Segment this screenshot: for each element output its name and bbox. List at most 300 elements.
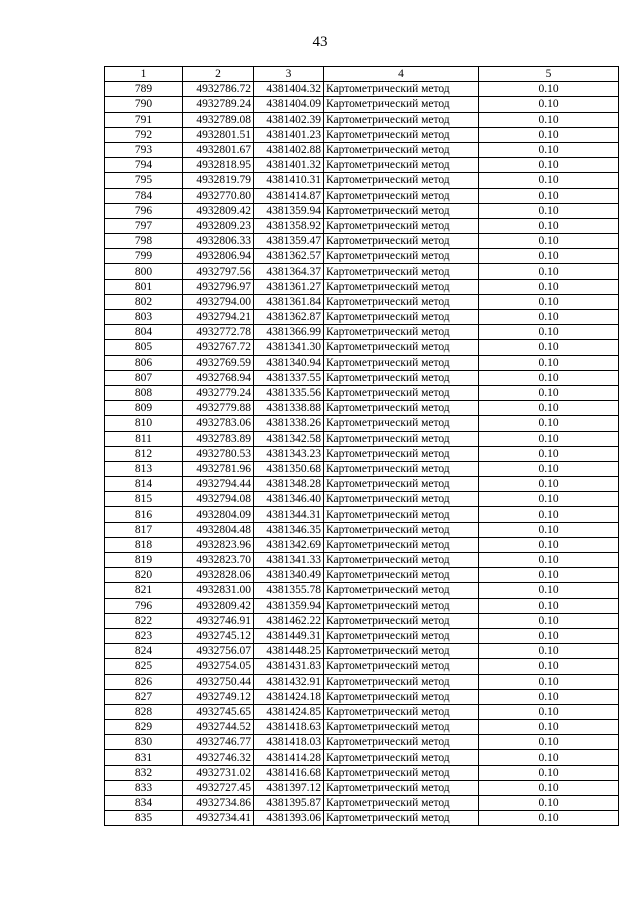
y-coordinate-cell: 4381448.25 [254, 644, 324, 659]
table-row [105, 127, 619, 142]
method-cell: Картометрический метод [324, 628, 479, 643]
x-coordinate-cell: 4932734.86 [183, 796, 254, 811]
table-row [105, 340, 619, 355]
accuracy-cell: 0.10 [479, 598, 619, 613]
x-coordinate-cell: 4932746.32 [183, 750, 254, 765]
table-row [105, 689, 619, 704]
y-coordinate-cell: 4381404.09 [254, 97, 324, 112]
x-coordinate-cell: 4932801.67 [183, 142, 254, 157]
table-row [105, 492, 619, 507]
method-cell: Картометрический метод [324, 112, 479, 127]
accuracy-cell: 0.10 [479, 568, 619, 583]
y-coordinate-cell: 4381366.99 [254, 325, 324, 340]
table-row [105, 97, 619, 112]
accuracy-cell: 0.10 [479, 97, 619, 112]
method-cell: Картометрический метод [324, 218, 479, 233]
y-coordinate-cell: 4381337.55 [254, 370, 324, 385]
point-number-cell: 827 [105, 689, 183, 704]
point-number-cell: 813 [105, 461, 183, 476]
table-row [105, 234, 619, 249]
accuracy-cell: 0.10 [479, 492, 619, 507]
accuracy-cell: 0.10 [479, 811, 619, 826]
y-coordinate-cell: 4381432.91 [254, 674, 324, 689]
y-coordinate-cell: 4381338.26 [254, 416, 324, 431]
accuracy-cell: 0.10 [479, 477, 619, 492]
table-row [105, 659, 619, 674]
accuracy-cell: 0.10 [479, 310, 619, 325]
accuracy-cell: 0.10 [479, 370, 619, 385]
point-number-cell: 793 [105, 142, 183, 157]
point-number-cell: 805 [105, 340, 183, 355]
x-coordinate-cell: 4932786.72 [183, 82, 254, 97]
table-row [105, 583, 619, 598]
method-cell: Картометрический метод [324, 340, 479, 355]
y-coordinate-cell: 4381418.03 [254, 735, 324, 750]
method-cell: Картометрический метод [324, 173, 479, 188]
header-col-1: 1 [105, 67, 183, 82]
accuracy-cell: 0.10 [479, 279, 619, 294]
point-number-cell: 828 [105, 704, 183, 719]
point-number-cell: 826 [105, 674, 183, 689]
method-cell: Картометрический метод [324, 522, 479, 537]
point-number-cell: 801 [105, 279, 183, 294]
y-coordinate-cell: 4381401.23 [254, 127, 324, 142]
table-row [105, 750, 619, 765]
table-row [105, 355, 619, 370]
accuracy-cell: 0.10 [479, 628, 619, 643]
method-cell: Картометрический метод [324, 142, 479, 157]
point-number-cell: 807 [105, 370, 183, 385]
method-cell: Картометрический метод [324, 613, 479, 628]
y-coordinate-cell: 4381338.88 [254, 401, 324, 416]
x-coordinate-cell: 4932797.56 [183, 264, 254, 279]
accuracy-cell: 0.10 [479, 340, 619, 355]
table-row [105, 796, 619, 811]
x-coordinate-cell: 4932779.24 [183, 385, 254, 400]
table-row [105, 401, 619, 416]
table-row [105, 704, 619, 719]
point-number-cell: 824 [105, 644, 183, 659]
y-coordinate-cell: 4381342.69 [254, 537, 324, 552]
accuracy-cell: 0.10 [479, 82, 619, 97]
point-number-cell: 811 [105, 431, 183, 446]
y-coordinate-cell: 4381361.27 [254, 279, 324, 294]
accuracy-cell: 0.10 [479, 294, 619, 309]
x-coordinate-cell: 4932746.91 [183, 613, 254, 628]
point-number-cell: 790 [105, 97, 183, 112]
point-number-cell: 795 [105, 173, 183, 188]
point-number-cell: 821 [105, 583, 183, 598]
y-coordinate-cell: 4381362.87 [254, 310, 324, 325]
table-row [105, 765, 619, 780]
accuracy-cell: 0.10 [479, 173, 619, 188]
point-number-cell: 799 [105, 249, 183, 264]
y-coordinate-cell: 4381343.23 [254, 446, 324, 461]
point-number-cell: 820 [105, 568, 183, 583]
y-coordinate-cell: 4381340.94 [254, 355, 324, 370]
accuracy-cell: 0.10 [479, 750, 619, 765]
y-coordinate-cell: 4381358.92 [254, 218, 324, 233]
table-row [105, 188, 619, 203]
method-cell: Картометрический метод [324, 811, 479, 826]
y-coordinate-cell: 4381344.31 [254, 507, 324, 522]
x-coordinate-cell: 4932823.96 [183, 537, 254, 552]
coordinates-table [104, 66, 619, 826]
point-number-cell: 825 [105, 659, 183, 674]
table-row [105, 720, 619, 735]
x-coordinate-cell: 4932745.65 [183, 704, 254, 719]
method-cell: Картометрический метод [324, 553, 479, 568]
table-row [105, 294, 619, 309]
point-number-cell: 794 [105, 158, 183, 173]
table-row [105, 507, 619, 522]
y-coordinate-cell: 4381341.30 [254, 340, 324, 355]
x-coordinate-cell: 4932746.77 [183, 735, 254, 750]
y-coordinate-cell: 4381404.32 [254, 82, 324, 97]
method-cell: Картометрический метод [324, 674, 479, 689]
table-row [105, 613, 619, 628]
y-coordinate-cell: 4381342.58 [254, 431, 324, 446]
x-coordinate-cell: 4932781.96 [183, 461, 254, 476]
header-col-4: 4 [324, 67, 479, 82]
y-coordinate-cell: 4381346.40 [254, 492, 324, 507]
accuracy-cell: 0.10 [479, 158, 619, 173]
point-number-cell: 832 [105, 765, 183, 780]
accuracy-cell: 0.10 [479, 355, 619, 370]
table-row [105, 644, 619, 659]
point-number-cell: 818 [105, 537, 183, 552]
table-row [105, 203, 619, 218]
x-coordinate-cell: 4932809.42 [183, 203, 254, 218]
accuracy-cell: 0.10 [479, 431, 619, 446]
x-coordinate-cell: 4932749.12 [183, 689, 254, 704]
point-number-cell: 829 [105, 720, 183, 735]
point-number-cell: 816 [105, 507, 183, 522]
y-coordinate-cell: 4381359.94 [254, 598, 324, 613]
x-coordinate-cell: 4932801.51 [183, 127, 254, 142]
y-coordinate-cell: 4381359.94 [254, 203, 324, 218]
method-cell: Картометрический метод [324, 796, 479, 811]
accuracy-cell: 0.10 [479, 689, 619, 704]
method-cell: Картометрический метод [324, 659, 479, 674]
accuracy-cell: 0.10 [479, 780, 619, 795]
y-coordinate-cell: 4381340.49 [254, 568, 324, 583]
method-cell: Картометрический метод [324, 325, 479, 340]
method-cell: Картометрический метод [324, 370, 479, 385]
table-row [105, 598, 619, 613]
table-row [105, 325, 619, 340]
y-coordinate-cell: 4381362.57 [254, 249, 324, 264]
x-coordinate-cell: 4932780.53 [183, 446, 254, 461]
point-number-cell: 804 [105, 325, 183, 340]
y-coordinate-cell: 4381424.18 [254, 689, 324, 704]
y-coordinate-cell: 4381395.87 [254, 796, 324, 811]
method-cell: Картометрический метод [324, 264, 479, 279]
x-coordinate-cell: 4932789.24 [183, 97, 254, 112]
point-number-cell: 808 [105, 385, 183, 400]
point-number-cell: 815 [105, 492, 183, 507]
method-cell: Картометрический метод [324, 735, 479, 750]
table-row [105, 568, 619, 583]
accuracy-cell: 0.10 [479, 720, 619, 735]
accuracy-cell: 0.10 [479, 796, 619, 811]
method-cell: Картометрический метод [324, 82, 479, 97]
point-number-cell: 823 [105, 628, 183, 643]
y-coordinate-cell: 4381418.63 [254, 720, 324, 735]
method-cell: Картометрический метод [324, 598, 479, 613]
table-header [105, 67, 619, 82]
method-cell: Картометрический метод [324, 461, 479, 476]
x-coordinate-cell: 4932818.95 [183, 158, 254, 173]
table-row [105, 158, 619, 173]
header-col-5: 5 [479, 67, 619, 82]
y-coordinate-cell: 4381364.37 [254, 264, 324, 279]
table-row [105, 537, 619, 552]
method-cell: Картометрический метод [324, 689, 479, 704]
accuracy-cell: 0.10 [479, 537, 619, 552]
x-coordinate-cell: 4932796.97 [183, 279, 254, 294]
point-number-cell: 831 [105, 750, 183, 765]
method-cell: Картометрический метод [324, 446, 479, 461]
table-row [105, 780, 619, 795]
method-cell: Картометрический метод [324, 431, 479, 446]
x-coordinate-cell: 4932769.59 [183, 355, 254, 370]
point-number-cell: 797 [105, 218, 183, 233]
table-row [105, 142, 619, 157]
table-row [105, 628, 619, 643]
x-coordinate-cell: 4932745.12 [183, 628, 254, 643]
x-coordinate-cell: 4932779.88 [183, 401, 254, 416]
method-cell: Картометрический метод [324, 234, 479, 249]
point-number-cell: 803 [105, 310, 183, 325]
accuracy-cell: 0.10 [479, 659, 619, 674]
point-number-cell: 822 [105, 613, 183, 628]
x-coordinate-cell: 4932734.41 [183, 811, 254, 826]
accuracy-cell: 0.10 [479, 765, 619, 780]
accuracy-cell: 0.10 [479, 142, 619, 157]
y-coordinate-cell: 4381402.39 [254, 112, 324, 127]
accuracy-cell: 0.10 [479, 249, 619, 264]
y-coordinate-cell: 4381346.35 [254, 522, 324, 537]
table-row [105, 416, 619, 431]
x-coordinate-cell: 4932804.48 [183, 522, 254, 537]
accuracy-cell: 0.10 [479, 264, 619, 279]
method-cell: Картометрический метод [324, 720, 479, 735]
table-row [105, 310, 619, 325]
method-cell: Картометрический метод [324, 310, 479, 325]
x-coordinate-cell: 4932809.42 [183, 598, 254, 613]
point-number-cell: 833 [105, 780, 183, 795]
x-coordinate-cell: 4932754.05 [183, 659, 254, 674]
table-row [105, 264, 619, 279]
x-coordinate-cell: 4932744.52 [183, 720, 254, 735]
x-coordinate-cell: 4932770.80 [183, 188, 254, 203]
method-cell: Картометрический метод [324, 97, 479, 112]
table-row [105, 446, 619, 461]
y-coordinate-cell: 4381361.84 [254, 294, 324, 309]
header-col-2: 2 [183, 67, 254, 82]
accuracy-cell: 0.10 [479, 704, 619, 719]
table-row [105, 173, 619, 188]
method-cell: Картометрический метод [324, 401, 479, 416]
accuracy-cell: 0.10 [479, 325, 619, 340]
x-coordinate-cell: 4932731.02 [183, 765, 254, 780]
method-cell: Картометрический метод [324, 127, 479, 142]
method-cell: Картометрический метод [324, 568, 479, 583]
y-coordinate-cell: 4381424.85 [254, 704, 324, 719]
y-coordinate-cell: 4381348.28 [254, 477, 324, 492]
accuracy-cell: 0.10 [479, 583, 619, 598]
table-body [105, 82, 619, 826]
y-coordinate-cell: 4381355.78 [254, 583, 324, 598]
x-coordinate-cell: 4932806.94 [183, 249, 254, 264]
accuracy-cell: 0.10 [479, 507, 619, 522]
accuracy-cell: 0.10 [479, 218, 619, 233]
y-coordinate-cell: 4381414.87 [254, 188, 324, 203]
table-row [105, 218, 619, 233]
point-number-cell: 792 [105, 127, 183, 142]
x-coordinate-cell: 4932750.44 [183, 674, 254, 689]
accuracy-cell: 0.10 [479, 401, 619, 416]
x-coordinate-cell: 4932783.89 [183, 431, 254, 446]
accuracy-cell: 0.10 [479, 461, 619, 476]
x-coordinate-cell: 4932823.70 [183, 553, 254, 568]
accuracy-cell: 0.10 [479, 644, 619, 659]
x-coordinate-cell: 4932756.07 [183, 644, 254, 659]
table-row [105, 553, 619, 568]
x-coordinate-cell: 4932804.09 [183, 507, 254, 522]
point-number-cell: 830 [105, 735, 183, 750]
y-coordinate-cell: 4381350.68 [254, 461, 324, 476]
y-coordinate-cell: 4381431.83 [254, 659, 324, 674]
x-coordinate-cell: 4932727.45 [183, 780, 254, 795]
accuracy-cell: 0.10 [479, 735, 619, 750]
x-coordinate-cell: 4932828.06 [183, 568, 254, 583]
x-coordinate-cell: 4932819.79 [183, 173, 254, 188]
method-cell: Картометрический метод [324, 704, 479, 719]
accuracy-cell: 0.10 [479, 127, 619, 142]
method-cell: Картометрический метод [324, 294, 479, 309]
point-number-cell: 809 [105, 401, 183, 416]
x-coordinate-cell: 4932794.00 [183, 294, 254, 309]
point-number-cell: 814 [105, 477, 183, 492]
accuracy-cell: 0.10 [479, 203, 619, 218]
x-coordinate-cell: 4932794.44 [183, 477, 254, 492]
y-coordinate-cell: 4381341.33 [254, 553, 324, 568]
x-coordinate-cell: 4932806.33 [183, 234, 254, 249]
y-coordinate-cell: 4381397.12 [254, 780, 324, 795]
accuracy-cell: 0.10 [479, 385, 619, 400]
y-coordinate-cell: 4381416.68 [254, 765, 324, 780]
page-number: 43 [312, 34, 328, 50]
table-row [105, 279, 619, 294]
point-number-cell: 796 [105, 598, 183, 613]
table-row [105, 82, 619, 97]
table-row [105, 461, 619, 476]
header-col-3: 3 [254, 67, 324, 82]
point-number-cell: 819 [105, 553, 183, 568]
table-row [105, 674, 619, 689]
accuracy-cell: 0.10 [479, 446, 619, 461]
accuracy-cell: 0.10 [479, 112, 619, 127]
point-number-cell: 835 [105, 811, 183, 826]
x-coordinate-cell: 4932794.21 [183, 310, 254, 325]
method-cell: Картометрический метод [324, 416, 479, 431]
point-number-cell: 806 [105, 355, 183, 370]
x-coordinate-cell: 4932772.78 [183, 325, 254, 340]
point-number-cell: 812 [105, 446, 183, 461]
table-row [105, 431, 619, 446]
method-cell: Картометрический метод [324, 750, 479, 765]
y-coordinate-cell: 4381359.47 [254, 234, 324, 249]
point-number-cell: 810 [105, 416, 183, 431]
y-coordinate-cell: 4381401.32 [254, 158, 324, 173]
point-number-cell: 817 [105, 522, 183, 537]
method-cell: Картометрический метод [324, 188, 479, 203]
point-number-cell: 789 [105, 82, 183, 97]
method-cell: Картометрический метод [324, 583, 479, 598]
accuracy-cell: 0.10 [479, 234, 619, 249]
method-cell: Картометрический метод [324, 279, 479, 294]
y-coordinate-cell: 4381414.28 [254, 750, 324, 765]
accuracy-cell: 0.10 [479, 522, 619, 537]
header-row [105, 67, 619, 82]
table-row [105, 370, 619, 385]
x-coordinate-cell: 4932794.08 [183, 492, 254, 507]
y-coordinate-cell: 4381449.31 [254, 628, 324, 643]
point-number-cell: 784 [105, 188, 183, 203]
y-coordinate-cell: 4381410.31 [254, 173, 324, 188]
table-row [105, 112, 619, 127]
accuracy-cell: 0.10 [479, 188, 619, 203]
y-coordinate-cell: 4381402.88 [254, 142, 324, 157]
point-number-cell: 796 [105, 203, 183, 218]
table-row [105, 735, 619, 750]
accuracy-cell: 0.10 [479, 416, 619, 431]
method-cell: Картометрический метод [324, 765, 479, 780]
table-row [105, 522, 619, 537]
y-coordinate-cell: 4381335.56 [254, 385, 324, 400]
method-cell: Картометрический метод [324, 492, 479, 507]
accuracy-cell: 0.10 [479, 613, 619, 628]
x-coordinate-cell: 4932809.23 [183, 218, 254, 233]
x-coordinate-cell: 4932783.06 [183, 416, 254, 431]
point-number-cell: 802 [105, 294, 183, 309]
method-cell: Картометрический метод [324, 355, 479, 370]
point-number-cell: 800 [105, 264, 183, 279]
table-row [105, 477, 619, 492]
accuracy-cell: 0.10 [479, 553, 619, 568]
x-coordinate-cell: 4932767.72 [183, 340, 254, 355]
x-coordinate-cell: 4932831.00 [183, 583, 254, 598]
point-number-cell: 834 [105, 796, 183, 811]
method-cell: Картометрический метод [324, 477, 479, 492]
method-cell: Картометрический метод [324, 249, 479, 264]
accuracy-cell: 0.10 [479, 674, 619, 689]
x-coordinate-cell: 4932789.08 [183, 112, 254, 127]
method-cell: Картометрический метод [324, 385, 479, 400]
table-row [105, 249, 619, 264]
x-coordinate-cell: 4932768.94 [183, 370, 254, 385]
method-cell: Картометрический метод [324, 203, 479, 218]
point-number-cell: 798 [105, 234, 183, 249]
point-number-cell: 791 [105, 112, 183, 127]
y-coordinate-cell: 4381462.22 [254, 613, 324, 628]
method-cell: Картометрический метод [324, 507, 479, 522]
table-row [105, 811, 619, 826]
table-row [105, 385, 619, 400]
method-cell: Картометрический метод [324, 537, 479, 552]
